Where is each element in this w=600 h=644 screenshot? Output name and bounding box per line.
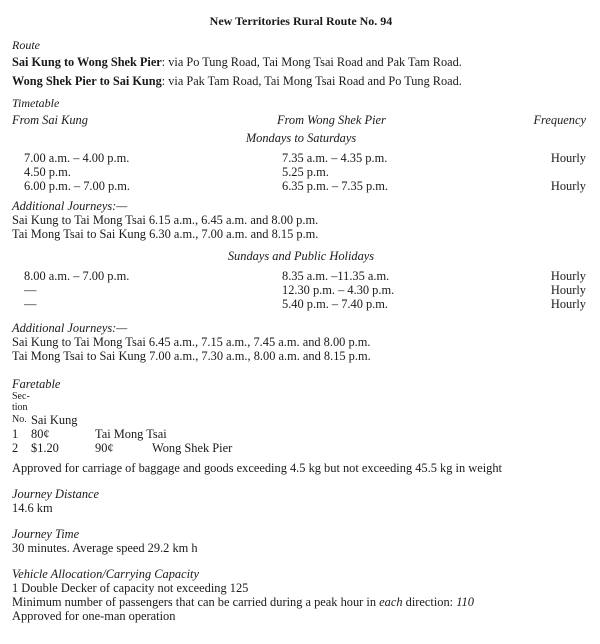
fare-header-row — [12, 413, 590, 427]
holiday-additional-line: Sai Kung to Tai Mong Tsai 6.45 a.m., 7.15 a.m., 7.45 a.m. and 8.00 p.m. — [12, 335, 371, 349]
cell-from-sai-kung: — — [24, 297, 37, 311]
vehicle-capacity: 1 Double Decker of capacity not exceeding 125 — [12, 581, 249, 595]
fare-row — [12, 441, 590, 455]
cell-from-sai-kung: 4.50 p.m. — [24, 165, 71, 179]
one-man-operation: Approved for one-man operation — [12, 609, 176, 623]
route-line-inbound — [12, 74, 590, 88]
cell-from-sai-kung: 7.00 a.m. – 4.00 p.m. — [24, 151, 130, 165]
fare-section-no: 2 — [12, 441, 19, 455]
fare-cell: 90¢ — [95, 441, 114, 455]
peak-text-2: direction: — [402, 595, 457, 609]
holiday-table — [12, 269, 590, 311]
cell-from-sai-kung: — — [24, 283, 37, 297]
table-row — [12, 297, 590, 311]
fare-cell: $1.20 — [31, 441, 59, 455]
table-row — [12, 179, 590, 193]
peak-text-1: Minimum number of passengers that can be carried during a peak hour in — [12, 595, 380, 609]
weekday-additional-line: Sai Kung to Tai Mong Tsai 6.15 a.m., 6.45 a.m. and 8.00 p.m. — [12, 213, 319, 227]
fare-origin: Sai Kung — [31, 413, 78, 427]
weekday-additional-line: Tai Mong Tsai to Sai Kung 6.30 a.m., 7.00 a.m. and 8.15 p.m. — [12, 227, 319, 241]
cell-frequency: Hourly — [550, 283, 586, 297]
fare-cell: Tai Mong Tsai — [95, 427, 167, 441]
faretable-label: Faretable — [12, 377, 61, 391]
route-inbound-lead: Wong Shek Pier to Sai Kung — [12, 74, 162, 88]
route-outbound-lead: Sai Kung to Wong Shek Pier — [12, 55, 162, 69]
cell-frequency: Hourly — [550, 151, 586, 165]
cell-from-sai-kung: 8.00 a.m. – 7.00 p.m. — [24, 269, 130, 283]
section-label-2: tion — [12, 402, 28, 413]
route-line-outbound — [12, 55, 590, 69]
fare-row — [12, 427, 590, 441]
route-outbound-rest: : via Po Tung Road, Tai Mong Tsai Road and Pak Tam Road. — [161, 55, 462, 69]
holiday-additional-line: Tai Mong Tsai to Sai Kung 7.00 a.m., 7.30 a.m., 8.00 a.m. and 8.15 p.m. — [12, 349, 371, 363]
fare-cell: Wong Shek Pier — [152, 441, 233, 455]
table-row — [12, 151, 590, 165]
header-frequency: Frequency — [533, 113, 586, 127]
weekday-title: Mondays to Saturdays — [245, 131, 357, 145]
cell-from-wong-shek: 7.35 a.m. – 4.35 p.m. — [282, 151, 388, 165]
time-value: 30 minutes. Average speed 29.2 km h — [12, 541, 198, 555]
vehicle-label: Vehicle Allocation/Carrying Capacity — [12, 567, 199, 581]
fare-cell: 80¢ — [31, 427, 50, 441]
cell-from-wong-shek: 6.35 p.m. – 7.35 p.m. — [282, 179, 389, 193]
baggage-note: Approved for carriage of baggage and goods exceeding 4.5 kg but not exceeding 45.5 kg in weight — [12, 461, 502, 475]
table-row — [12, 165, 590, 179]
cell-frequency: Hourly — [550, 179, 586, 193]
weekday-table — [12, 151, 590, 193]
peak-text-em: each — [379, 595, 403, 609]
peak-passenger-count: 110 — [456, 595, 474, 609]
page-title: New Territories Rural Route No. 94 — [209, 14, 393, 28]
holiday-title: Sundays and Public Holidays — [227, 249, 375, 263]
cell-from-wong-shek: 5.25 p.m. — [282, 165, 329, 179]
route-label: Route — [12, 38, 40, 52]
route-inbound-rest: : via Pak Tam Road, Tai Mong Tsai Road and Po Tung Road. — [161, 74, 462, 88]
time-label: Journey Time — [12, 527, 80, 541]
timetable-label: Timetable — [12, 96, 60, 110]
table-row — [12, 269, 590, 283]
section-label-1: Sec- — [12, 391, 30, 402]
cell-from-sai-kung: 6.00 p.m. – 7.00 p.m. — [24, 179, 131, 193]
cell-frequency: Hourly — [550, 297, 586, 311]
timetable-header — [12, 113, 590, 127]
holiday-additional-label: Additional Journeys:— — [12, 321, 128, 335]
document-page — [12, 8, 590, 623]
cell-frequency — [500, 165, 590, 179]
fare-section-no: 1 — [12, 427, 19, 441]
cell-from-wong-shek: 8.35 a.m. –11.35 a.m. — [282, 269, 390, 283]
cell-frequency: Hourly — [550, 269, 586, 283]
weekday-additional-label: Additional Journeys:— — [12, 199, 128, 213]
table-row — [12, 283, 590, 297]
fare-no-label: No. — [12, 414, 27, 425]
header-from-wong-shek: From Wong Shek Pier — [277, 113, 386, 127]
distance-label: Journey Distance — [12, 487, 100, 501]
cell-from-wong-shek: 5.40 p.m. – 7.40 p.m. — [282, 297, 389, 311]
distance-value: 14.6 km — [12, 501, 53, 515]
peak-hour-capacity — [12, 595, 590, 609]
header-from-sai-kung: From Sai Kung — [12, 113, 88, 127]
cell-from-wong-shek: 12.30 p.m. – 4.30 p.m. — [282, 283, 395, 297]
